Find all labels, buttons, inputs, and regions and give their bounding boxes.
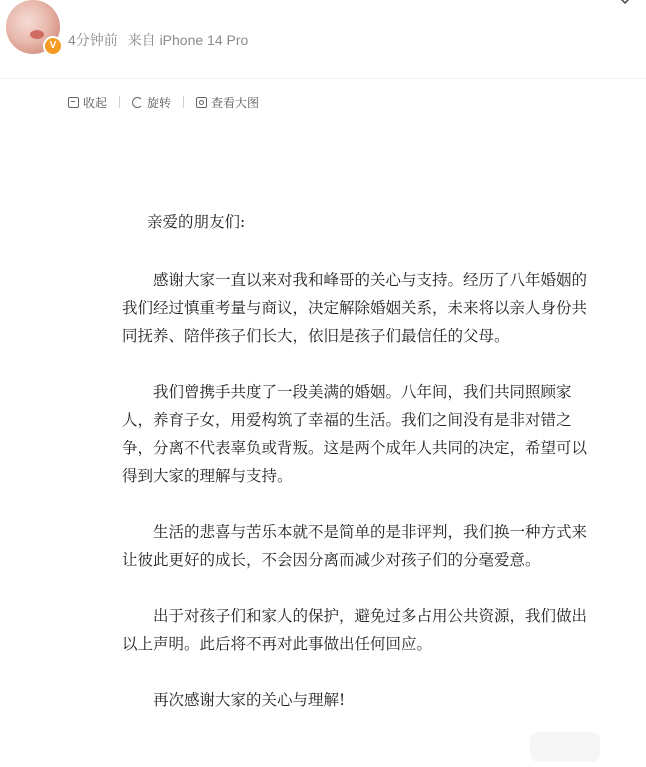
- letter-paragraph: 我们曾携手共度了一段美满的婚姻。八年间，我们共同照顾家人，养育子女，用爱构筑了幸福的生活。我们之间没有是非对错之争，分离不代表辜负或背叛。这是两个成年人共同的决定，希望可以得到大家的理解与支持。: [122, 383, 588, 485]
- image-watermark: [530, 732, 600, 762]
- rotate-button[interactable]: [132, 94, 171, 111]
- collapse-icon: [68, 97, 79, 108]
- chevron-down-icon[interactable]: [618, 0, 632, 10]
- post-source[interactable]: 来自 iPhone 14 Pro: [127, 32, 249, 48]
- view-large-label: 查看大图: [211, 95, 260, 110]
- header-divider: [0, 78, 646, 79]
- avatar-detail: [30, 30, 44, 39]
- post-meta: [68, 30, 248, 50]
- letter-greeting: 亲爱的朋友们:: [147, 213, 246, 231]
- rotate-label: 旋转: [147, 95, 172, 110]
- letter-paragraph: 生活的悲喜与苦乐本就不是简单的是非评判，我们换一种方式来让彼此更好的成长，不会因分离而减少对孩子们的分毫爱意。: [122, 523, 588, 569]
- collapse-button[interactable]: [68, 94, 107, 111]
- letter-paragraph: 出于对孩子们和家人的保护，避免过多占用公共资源，我们做出以上声明。此后将不再对此事做出任何回应。: [122, 607, 588, 653]
- post-header: [0, 0, 646, 80]
- zoom-icon: [196, 97, 207, 108]
- image-toolbar: [68, 93, 259, 111]
- letter-closing: 再次感谢大家的关心与理解!: [153, 691, 346, 709]
- verified-badge-icon: V: [43, 36, 63, 56]
- letter-paragraph: 感谢大家一直以来对我和峰哥的关心与支持。经历了八年婚姻的我们经过慎重考量与商议，决定解除婚姻关系，未来将以亲人身份共同抚养、陪伴孩子们长大，依旧是孩子们最信任的父母。: [122, 271, 588, 345]
- post-time: 4分钟前: [68, 32, 118, 48]
- toolbar-separator: [183, 96, 184, 108]
- rotate-icon: [132, 97, 143, 108]
- view-large-button[interactable]: [196, 94, 259, 111]
- toolbar-separator: [119, 96, 120, 108]
- collapse-label: 收起: [83, 95, 108, 110]
- statement-image[interactable]: [122, 208, 592, 714]
